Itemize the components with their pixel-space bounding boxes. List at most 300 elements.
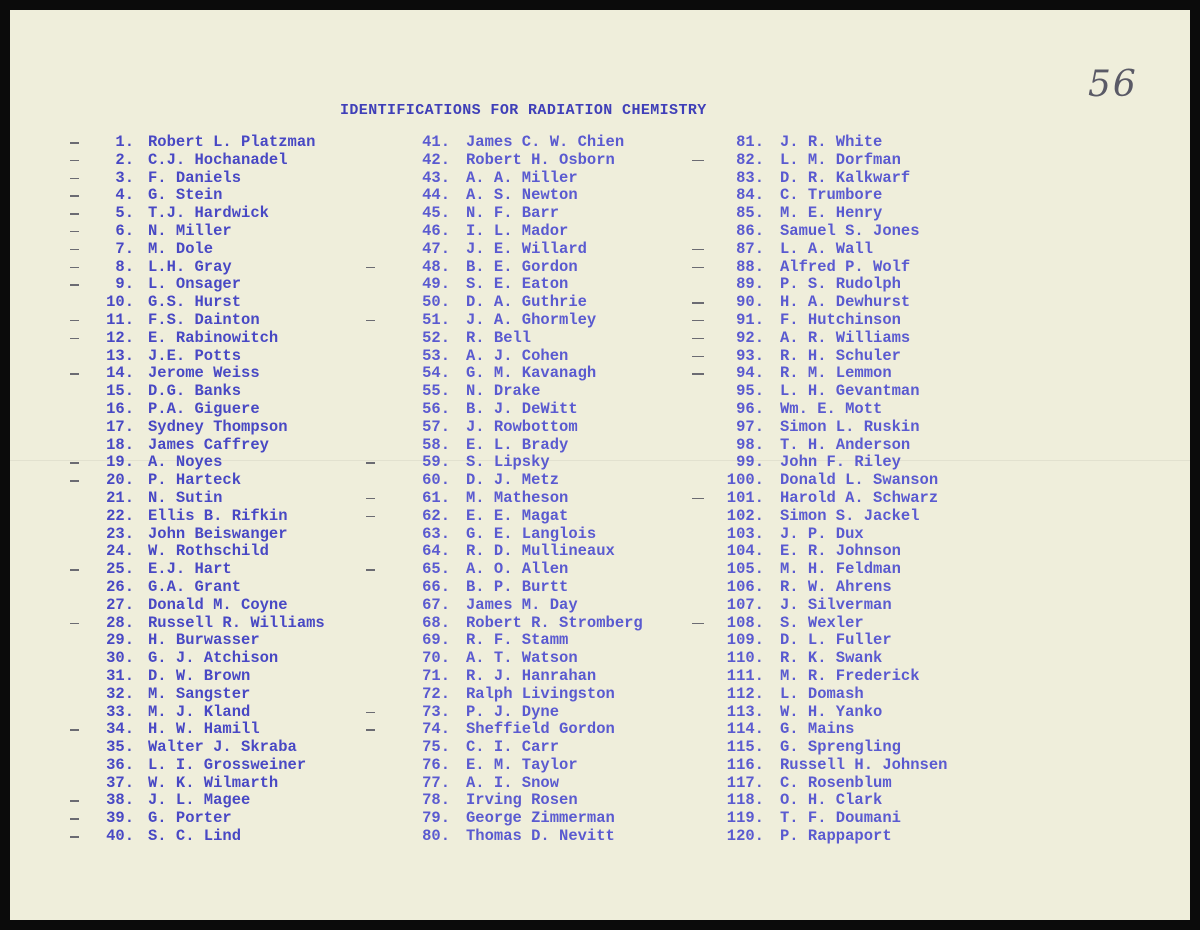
item-number: 94. <box>736 364 764 383</box>
person-name: J. L. Magee <box>148 791 251 810</box>
item-number: 99. <box>736 453 764 472</box>
item-number: 9. <box>115 275 134 294</box>
list-item <box>92 401 325 419</box>
check-mark-icon <box>692 160 704 162</box>
check-mark-icon <box>366 712 375 714</box>
person-name: N. Drake <box>466 382 541 401</box>
item-number: 89. <box>736 275 764 294</box>
person-name: C. Trumbore <box>780 186 883 205</box>
check-mark-icon <box>70 818 79 820</box>
person-name: John F. Riley <box>780 453 901 472</box>
list-item <box>722 775 947 793</box>
list-item <box>92 597 325 615</box>
item-number: 17. <box>106 417 134 436</box>
person-name: M. J. Kland <box>148 702 251 721</box>
item-number: 69. <box>422 631 450 650</box>
check-mark-icon <box>70 338 79 340</box>
list-item <box>92 650 325 668</box>
person-name: G. Porter <box>148 809 232 828</box>
list-item <box>408 650 643 668</box>
person-name: M. Dole <box>148 239 214 258</box>
list-item <box>408 828 643 846</box>
person-name: I. L. Mador <box>466 221 569 240</box>
person-name: G. E. Langlois <box>466 524 597 543</box>
list-item <box>722 365 947 383</box>
person-name: A. A. Miller <box>466 168 578 187</box>
person-name: D.G. Banks <box>148 382 242 401</box>
item-number: 119. <box>726 809 764 828</box>
person-name: L. M. Dorfman <box>780 150 901 169</box>
list-item <box>408 526 643 544</box>
person-name: Ellis B. Rifkin <box>148 506 288 525</box>
item-number: 13. <box>106 346 134 365</box>
person-name: F. Daniels <box>148 168 242 187</box>
list-item <box>722 383 947 401</box>
item-number: 82. <box>736 150 764 169</box>
person-name: S. C. Lind <box>148 827 242 846</box>
person-name: R. Bell <box>466 328 532 347</box>
list-item <box>92 704 325 722</box>
person-name: Simon S. Jackel <box>780 506 920 525</box>
person-name: E. M. Taylor <box>466 755 578 774</box>
page-title: IDENTIFICATIONS FOR RADIATION CHEMISTRY <box>340 102 707 119</box>
name-column-1 <box>92 134 325 846</box>
list-item <box>408 348 643 366</box>
list-item <box>92 739 325 757</box>
person-name: M. H. Feldman <box>780 560 901 579</box>
item-number: 24. <box>106 542 134 561</box>
item-number: 21. <box>106 488 134 507</box>
list-item <box>408 419 643 437</box>
item-number: 64. <box>422 542 450 561</box>
list-item <box>408 490 643 508</box>
person-name: L. Domash <box>780 684 864 703</box>
list-item <box>92 686 325 704</box>
item-number: 48. <box>422 257 450 276</box>
list-item <box>408 561 643 579</box>
item-number: 51. <box>422 310 450 329</box>
list-item <box>722 419 947 437</box>
item-number: 27. <box>106 595 134 614</box>
person-name: George Zimmerman <box>466 809 615 828</box>
item-number: 76. <box>422 755 450 774</box>
item-number: 11. <box>106 310 134 329</box>
item-number: 60. <box>422 471 450 490</box>
person-name: A. Noyes <box>148 453 223 472</box>
person-name: T.J. Hardwick <box>148 204 269 223</box>
item-number: 56. <box>422 399 450 418</box>
person-name: Robert L. Platzman <box>148 133 316 151</box>
list-item <box>408 454 643 472</box>
list-item <box>722 330 947 348</box>
item-number: 4. <box>115 186 134 205</box>
check-mark-icon <box>70 160 79 162</box>
person-name: Robert H. Osborn <box>466 150 615 169</box>
person-name: Thomas D. Nevitt <box>466 827 615 846</box>
person-name: P.A. Giguere <box>148 399 260 418</box>
list-item <box>722 348 947 366</box>
list-item <box>408 739 643 757</box>
item-number: 50. <box>422 293 450 312</box>
person-name: Donald M. Coyne <box>148 595 288 614</box>
item-number: 44. <box>422 186 450 205</box>
item-number: 106. <box>726 577 764 596</box>
person-name: P. J. Dyne <box>466 702 560 721</box>
list-item <box>722 312 947 330</box>
person-name: James C. W. Chien <box>466 133 625 151</box>
list-item <box>722 739 947 757</box>
person-name: Irving Rosen <box>466 791 578 810</box>
list-item <box>92 632 325 650</box>
list-item <box>408 775 643 793</box>
list-item <box>408 187 643 205</box>
item-number: 12. <box>106 328 134 347</box>
person-name: H. W. Hamill <box>148 720 260 739</box>
person-name: D. L. Fuller <box>780 631 892 650</box>
item-number: 75. <box>422 738 450 757</box>
check-mark-icon <box>366 516 375 518</box>
person-name: C. Rosenblum <box>780 773 892 792</box>
item-number: 108. <box>726 613 764 632</box>
person-name: S. Lipsky <box>466 453 550 472</box>
list-item <box>722 615 947 633</box>
person-name: G.S. Hurst <box>148 293 242 312</box>
check-mark-icon <box>70 249 79 251</box>
person-name: D. A. Guthrie <box>466 293 587 312</box>
list-item <box>408 668 643 686</box>
person-name: N. Miller <box>148 221 232 240</box>
list-item <box>92 419 325 437</box>
list-item <box>722 508 947 526</box>
item-number: 86. <box>736 221 764 240</box>
list-item <box>722 561 947 579</box>
check-mark-icon <box>70 480 79 482</box>
list-item <box>408 134 643 152</box>
item-number: 57. <box>422 417 450 436</box>
person-name: A. I. Snow <box>466 773 560 792</box>
person-name: P. Harteck <box>148 471 242 490</box>
item-number: 104. <box>726 542 764 561</box>
person-name: James M. Day <box>466 595 578 614</box>
item-number: 6. <box>115 221 134 240</box>
item-number: 110. <box>726 649 764 668</box>
list-item <box>408 365 643 383</box>
list-item <box>408 721 643 739</box>
list-item <box>408 437 643 455</box>
list-item <box>92 668 325 686</box>
person-name: W. K. Wilmarth <box>148 773 279 792</box>
document-page <box>10 10 1190 920</box>
item-number: 36. <box>106 755 134 774</box>
person-name: A. J. Cohen <box>466 346 569 365</box>
item-number: 96. <box>736 399 764 418</box>
item-number: 59. <box>422 453 450 472</box>
list-item <box>722 437 947 455</box>
item-number: 67. <box>422 595 450 614</box>
list-item <box>722 543 947 561</box>
list-item <box>92 241 325 259</box>
check-mark-icon <box>692 249 704 251</box>
item-number: 120. <box>726 827 764 846</box>
item-number: 29. <box>106 631 134 650</box>
item-number: 77. <box>422 773 450 792</box>
person-name: Russell R. Williams <box>148 613 325 632</box>
person-name: Wm. E. Mott <box>780 399 883 418</box>
item-number: 55. <box>422 382 450 401</box>
person-name: A. T. Watson <box>466 649 578 668</box>
item-number: 37. <box>106 773 134 792</box>
item-number: 107. <box>726 595 764 614</box>
list-item <box>408 508 643 526</box>
person-name: J. Silverman <box>780 595 892 614</box>
list-item <box>722 757 947 775</box>
item-number: 101. <box>726 488 764 507</box>
item-number: 14. <box>106 364 134 383</box>
person-name: J.E. Potts <box>148 346 242 365</box>
item-number: 10. <box>106 293 134 312</box>
person-name: N. Sutin <box>148 488 223 507</box>
check-mark-icon <box>366 729 375 731</box>
list-item <box>408 632 643 650</box>
list-item <box>408 615 643 633</box>
list-item <box>92 615 325 633</box>
list-item <box>722 472 947 490</box>
list-item <box>408 597 643 615</box>
person-name: B. J. DeWitt <box>466 399 578 418</box>
person-name: Sydney Thompson <box>148 417 288 436</box>
person-name: J. P. Dux <box>780 524 864 543</box>
person-name: Donald L. Swanson <box>780 471 939 490</box>
list-item <box>408 259 643 277</box>
item-number: 93. <box>736 346 764 365</box>
list-item <box>722 650 947 668</box>
list-item <box>92 472 325 490</box>
item-number: 20. <box>106 471 134 490</box>
check-mark-icon <box>692 356 704 358</box>
check-mark-icon <box>70 729 79 731</box>
list-item <box>722 632 947 650</box>
person-name: C. I. Carr <box>466 738 560 757</box>
item-number: 116. <box>726 755 764 774</box>
list-item <box>92 721 325 739</box>
item-number: 74. <box>422 720 450 739</box>
item-number: 3. <box>115 168 134 187</box>
person-name: E.J. Hart <box>148 560 232 579</box>
person-name: M. Sangster <box>148 684 251 703</box>
person-name: D. J. Metz <box>466 471 560 490</box>
list-item <box>92 170 325 188</box>
person-name: R. W. Ahrens <box>780 577 892 596</box>
item-number: 62. <box>422 506 450 525</box>
list-item <box>408 704 643 722</box>
person-name: W. Rothschild <box>148 542 269 561</box>
person-name: R. K. Swank <box>780 649 883 668</box>
list-item <box>722 686 947 704</box>
list-item <box>722 792 947 810</box>
check-mark-icon <box>692 267 704 269</box>
person-name: A. S. Newton <box>466 186 578 205</box>
person-name: L. I. Grossweiner <box>148 755 307 774</box>
item-number: 117. <box>726 773 764 792</box>
person-name: H. A. Dewhurst <box>780 293 911 312</box>
item-number: 71. <box>422 666 450 685</box>
item-number: 34. <box>106 720 134 739</box>
person-name: J. Rowbottom <box>466 417 578 436</box>
item-number: 53. <box>422 346 450 365</box>
item-number: 23. <box>106 524 134 543</box>
list-item <box>722 276 947 294</box>
item-number: 31. <box>106 666 134 685</box>
person-name: G.A. Grant <box>148 577 242 596</box>
list-item <box>722 294 947 312</box>
person-name: R. M. Lemmon <box>780 364 892 383</box>
item-number: 54. <box>422 364 450 383</box>
item-number: 98. <box>736 435 764 454</box>
list-item <box>408 472 643 490</box>
list-item <box>92 383 325 401</box>
list-item <box>722 668 947 686</box>
list-item <box>92 810 325 828</box>
check-mark-icon <box>70 462 79 464</box>
check-mark-icon <box>366 462 375 464</box>
item-number: 83. <box>736 168 764 187</box>
list-item <box>722 704 947 722</box>
person-name: M. E. Henry <box>780 204 883 223</box>
list-item <box>722 187 947 205</box>
check-mark-icon <box>692 498 704 500</box>
person-name: James Caffrey <box>148 435 269 454</box>
person-name: F.S. Dainton <box>148 310 260 329</box>
person-name: Alfred P. Wolf <box>780 257 911 276</box>
item-number: 61. <box>422 488 450 507</box>
person-name: R. H. Schuler <box>780 346 901 365</box>
list-item <box>408 810 643 828</box>
list-item <box>722 828 947 846</box>
person-name: S. Wexler <box>780 613 864 632</box>
person-name: M. R. Frederick <box>780 666 920 685</box>
person-name: Sheffield Gordon <box>466 720 615 739</box>
check-mark-icon <box>70 800 79 802</box>
item-number: 63. <box>422 524 450 543</box>
item-number: 43. <box>422 168 450 187</box>
person-name: H. Burwasser <box>148 631 260 650</box>
person-name: J. E. Willard <box>466 239 587 258</box>
item-number: 28. <box>106 613 134 632</box>
item-number: 19. <box>106 453 134 472</box>
person-name: C.J. Hochanadel <box>148 150 288 169</box>
check-mark-icon <box>366 320 375 322</box>
check-mark-icon <box>692 623 704 625</box>
list-item <box>92 757 325 775</box>
list-item <box>92 259 325 277</box>
item-number: 33. <box>106 702 134 721</box>
item-number: 65. <box>422 560 450 579</box>
list-item <box>722 259 947 277</box>
person-name: P. Rappaport <box>780 827 892 846</box>
list-item <box>408 383 643 401</box>
item-number: 45. <box>422 204 450 223</box>
item-number: 87. <box>736 239 764 258</box>
person-name: Ralph Livingston <box>466 684 615 703</box>
check-mark-icon <box>70 320 79 322</box>
person-name: Russell H. Johnsen <box>780 755 948 774</box>
list-item <box>92 152 325 170</box>
item-number: 22. <box>106 506 134 525</box>
person-name: Walter J. Skraba <box>148 738 297 757</box>
list-item <box>722 241 947 259</box>
person-name: O. H. Clark <box>780 791 883 810</box>
item-number: 70. <box>422 649 450 668</box>
list-item <box>92 561 325 579</box>
list-item <box>92 276 325 294</box>
item-number: 79. <box>422 809 450 828</box>
item-number: 88. <box>736 257 764 276</box>
check-mark-icon <box>70 373 79 375</box>
check-mark-icon <box>70 213 79 215</box>
person-name: T. H. Anderson <box>780 435 911 454</box>
item-number: 78. <box>422 791 450 810</box>
check-mark-icon <box>692 373 704 375</box>
person-name: R. D. Mullineaux <box>466 542 615 561</box>
check-mark-icon <box>692 302 704 304</box>
name-column-3 <box>722 134 947 846</box>
item-number: 80. <box>422 827 450 846</box>
list-item <box>722 152 947 170</box>
item-number: 16. <box>106 399 134 418</box>
person-name: G. Stein <box>148 186 223 205</box>
person-name: R. F. Stamm <box>466 631 569 650</box>
list-item <box>92 205 325 223</box>
list-item <box>408 330 643 348</box>
check-mark-icon <box>70 195 79 197</box>
check-mark-icon <box>70 836 79 838</box>
list-item <box>92 579 325 597</box>
list-item <box>408 757 643 775</box>
check-mark-icon <box>70 569 79 571</box>
item-number: 112. <box>726 684 764 703</box>
item-number: 91. <box>736 310 764 329</box>
person-name: Robert R. Stromberg <box>466 613 643 632</box>
list-item <box>92 294 325 312</box>
name-column-2 <box>408 134 643 846</box>
list-item <box>722 401 947 419</box>
list-item <box>408 223 643 241</box>
item-number: 113. <box>726 702 764 721</box>
item-number: 40. <box>106 827 134 846</box>
check-mark-icon <box>70 142 79 144</box>
item-number: 72. <box>422 684 450 703</box>
list-item <box>408 276 643 294</box>
list-item <box>92 526 325 544</box>
item-number: 35. <box>106 738 134 757</box>
person-name: L. Onsager <box>148 275 242 294</box>
list-item <box>92 437 325 455</box>
item-number: 100. <box>726 471 764 490</box>
item-number: 111. <box>726 666 764 685</box>
person-name: G. J. Atchison <box>148 649 279 668</box>
item-number: 47. <box>422 239 450 258</box>
person-name: F. Hutchinson <box>780 310 901 329</box>
person-name: E. L. Brady <box>466 435 569 454</box>
item-number: 102. <box>726 506 764 525</box>
list-item <box>408 241 643 259</box>
item-number: 73. <box>422 702 450 721</box>
list-item <box>92 330 325 348</box>
list-item <box>408 401 643 419</box>
person-name: D. R. Kalkwarf <box>780 168 911 187</box>
person-name: A. R. Williams <box>780 328 911 347</box>
item-number: 105. <box>726 560 764 579</box>
